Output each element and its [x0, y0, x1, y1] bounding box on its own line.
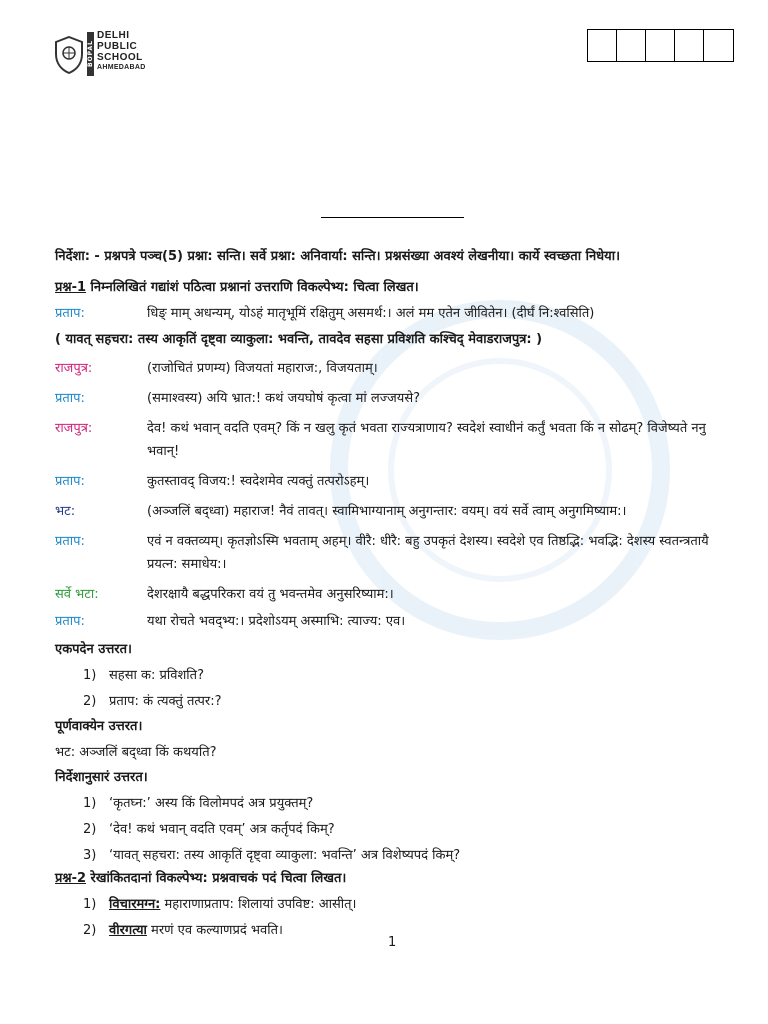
- shield-icon: [54, 36, 84, 74]
- question-text: ‘देव! कथं भवान् वदति एवम्’ अत्र कर्तृपदं किम्?: [109, 822, 335, 837]
- logo-city: AHMEDABAD: [97, 64, 146, 71]
- roll-box: [617, 30, 646, 61]
- page-number: 1: [388, 935, 397, 950]
- dialogue-text: (समाश्वस्य) अयि भ्रात:! कथं जयघोषं कृत्वा मां लज्जयसे?: [147, 391, 421, 406]
- roll-box: [675, 30, 704, 61]
- dialogue-line: [55, 470, 725, 493]
- speaker-name: प्रताप:: [55, 391, 85, 406]
- speaker-name: राजपुत्र:: [55, 361, 93, 376]
- dialogue-line: [55, 302, 725, 325]
- question-item: [83, 919, 725, 942]
- dialogue-text: देशरक्षायै बद्धपरिकरा वयं तु भवन्तमेव अनुसरिष्याम:।: [147, 587, 394, 602]
- dialogue-line: [55, 530, 725, 576]
- speaker-name: सर्वे भटा:: [55, 587, 99, 602]
- question-text: मरणं एव कल्याणप्रदं भवति।: [146, 923, 283, 938]
- question-1-label: प्रश्न-1: [55, 280, 87, 295]
- dialogue-text: यथा रोचते भवद्भ्य:। प्रदेशोऽयम् अस्माभि: त्याज्य: एव।: [147, 614, 406, 629]
- instructions: [55, 244, 725, 270]
- dialogue-text: एवं न वक्तव्यम्। कृतज्ञोऽस्मि भवताम् अहम्। वीरै: धीरै: बहु उपकृतं देशस्य। स्वदेशे एव तिष्ठद्भि: भवद्भि: देशस्य स्वतन्त्रतायै प्रयत्न: समाधेय:।: [147, 534, 709, 572]
- underlined-word: विचारमग्न:: [109, 897, 161, 912]
- roll-number-boxes: [587, 29, 734, 62]
- dialogue-text: (राजोचितं प्रणम्य) विजयतां महाराज:, विजयताम्।: [147, 361, 378, 376]
- speaker-name: राजपुत्र:: [55, 421, 93, 436]
- instructions-label: निर्देशा:: [55, 249, 90, 264]
- question-item: [83, 690, 725, 713]
- question-item: [83, 844, 725, 867]
- logo-bopal-label: BOPAL: [87, 32, 94, 76]
- question-1-subsections: [55, 638, 725, 867]
- question-number: 2): [83, 923, 97, 938]
- question-text: प्रताप: कं त्यक्तुं तत्पर:?: [109, 694, 222, 709]
- title-underline: [321, 217, 464, 218]
- roll-box: [588, 30, 617, 61]
- dialogue-passage: [55, 302, 725, 633]
- dialogue-text: (अञ्जलिं बद्ध्वा) महाराज! नैवं तावत्। स्वामिभाग्यानाम् अनुगन्तार: वयम्। वयं सर्वे त्वाम् अनुगमिष्याम:।: [147, 504, 627, 519]
- question-2-prompt: रेखांकितदानां विकल्पेभ्य: प्रश्नवाचकं पदं चित्वा लिखत।: [86, 871, 347, 886]
- dialogue-line: [55, 387, 725, 410]
- question-2-heading: [55, 867, 725, 890]
- question-text: ‘कृतघ्न:’ अस्य किं विलोमपदं अत्र प्रयुक्तम्?: [109, 796, 314, 811]
- question-2-label: प्रश्न-2: [55, 871, 87, 886]
- question-text: महाराणाप्रताप: शिलायां उपविष्ट: आसीत्।: [160, 897, 357, 912]
- question-text: भट: अञ्जलिं बद्ध्वा किं कथयति?: [55, 745, 217, 760]
- speaker-name: प्रताप:: [55, 534, 85, 549]
- underlined-word: वीरगत्या: [109, 923, 147, 938]
- section-heading: पूर्णवाक्येन उत्तरत।: [55, 719, 143, 734]
- question-text: ‘यावत् सहचरा: तस्य आकृतिं दृष्ट्वा व्याकुला: भवन्ति’ अत्र विशेष्यपदं किम्?: [109, 848, 461, 863]
- question-number: 1): [83, 796, 97, 811]
- question-text: सहसा क: प्रविशति?: [109, 668, 204, 683]
- speaker-name: प्रताप:: [55, 306, 85, 321]
- speaker-name: भट:: [55, 504, 76, 519]
- speaker-name: प्रताप:: [55, 614, 85, 629]
- question-item: [83, 792, 725, 815]
- dialogue-line: [55, 417, 725, 463]
- question-item: [83, 664, 725, 687]
- roll-box: [646, 30, 675, 61]
- worksheet-body: [55, 244, 725, 942]
- question-number: 3): [83, 848, 97, 863]
- logo-school-name: DELHI PUBLIC SCHOOL: [97, 30, 143, 63]
- question-number: 2): [83, 694, 97, 709]
- dialogue-line: [55, 583, 725, 606]
- dialogue-line: [55, 500, 725, 523]
- dialogue-line: [55, 357, 725, 380]
- speaker-name: प्रताप:: [55, 474, 85, 489]
- school-logo: [54, 28, 164, 78]
- section-heading: निर्देशानुसारं उत्तरत।: [55, 770, 148, 785]
- question-1-heading: [55, 276, 725, 299]
- dialogue-text: धिङ् माम् अधन्यम्, योऽहं मातृभूमिं रक्षितुम् असमर्थ:। अलं मम एतेन जीवितेन। (दीर्घं नि:श्वसिति): [147, 306, 595, 321]
- question-1-prompt: निम्नलिखितं गद्यांशं पठित्वा प्रश्नानां उत्तराणि विकल्पेभ्य: चित्वा लिखत।: [86, 280, 419, 295]
- question-number: 1): [83, 897, 97, 912]
- dialogue-line: [55, 610, 725, 633]
- instructions-text: - प्रश्नपत्रे पञ्च(5) प्रश्ना: सन्ति। सर्वे प्रश्ना: अनिवार्या: सन्ति। प्रश्नसंख्या अवश्यं लेखनीया। कार्ये स्वच्छता निधेया।: [89, 249, 621, 264]
- question-item: [83, 893, 725, 916]
- question-number: 1): [83, 668, 97, 683]
- question-item: [83, 818, 725, 841]
- question-number: 2): [83, 822, 97, 837]
- dialogue-text: कुतस्तावद् विजय:! स्वदेशमेव त्यक्तुं तत्परोऽहम्।: [147, 474, 370, 489]
- section-heading: एकपदेन उत्तरत।: [55, 642, 132, 657]
- roll-box: [704, 30, 733, 61]
- dialogue-line: [55, 328, 725, 351]
- stage-direction: ( यावत् सहचरा: तस्य आकृतिं दृष्ट्वा व्याकुला: भवन्ति, तावदेव सहसा प्रविशति कश्चिद् मेवाडराजपुत्र: ): [55, 332, 543, 347]
- dialogue-text: देव! कथं भवान् वदति एवम्? किं न खलु कृतं भवता राज्यत्राणाय? स्वदेशं स्वाधीनं कर्तुं भवता किं न सोढम्? विजेष्यते ननु भवान्!: [147, 421, 706, 459]
